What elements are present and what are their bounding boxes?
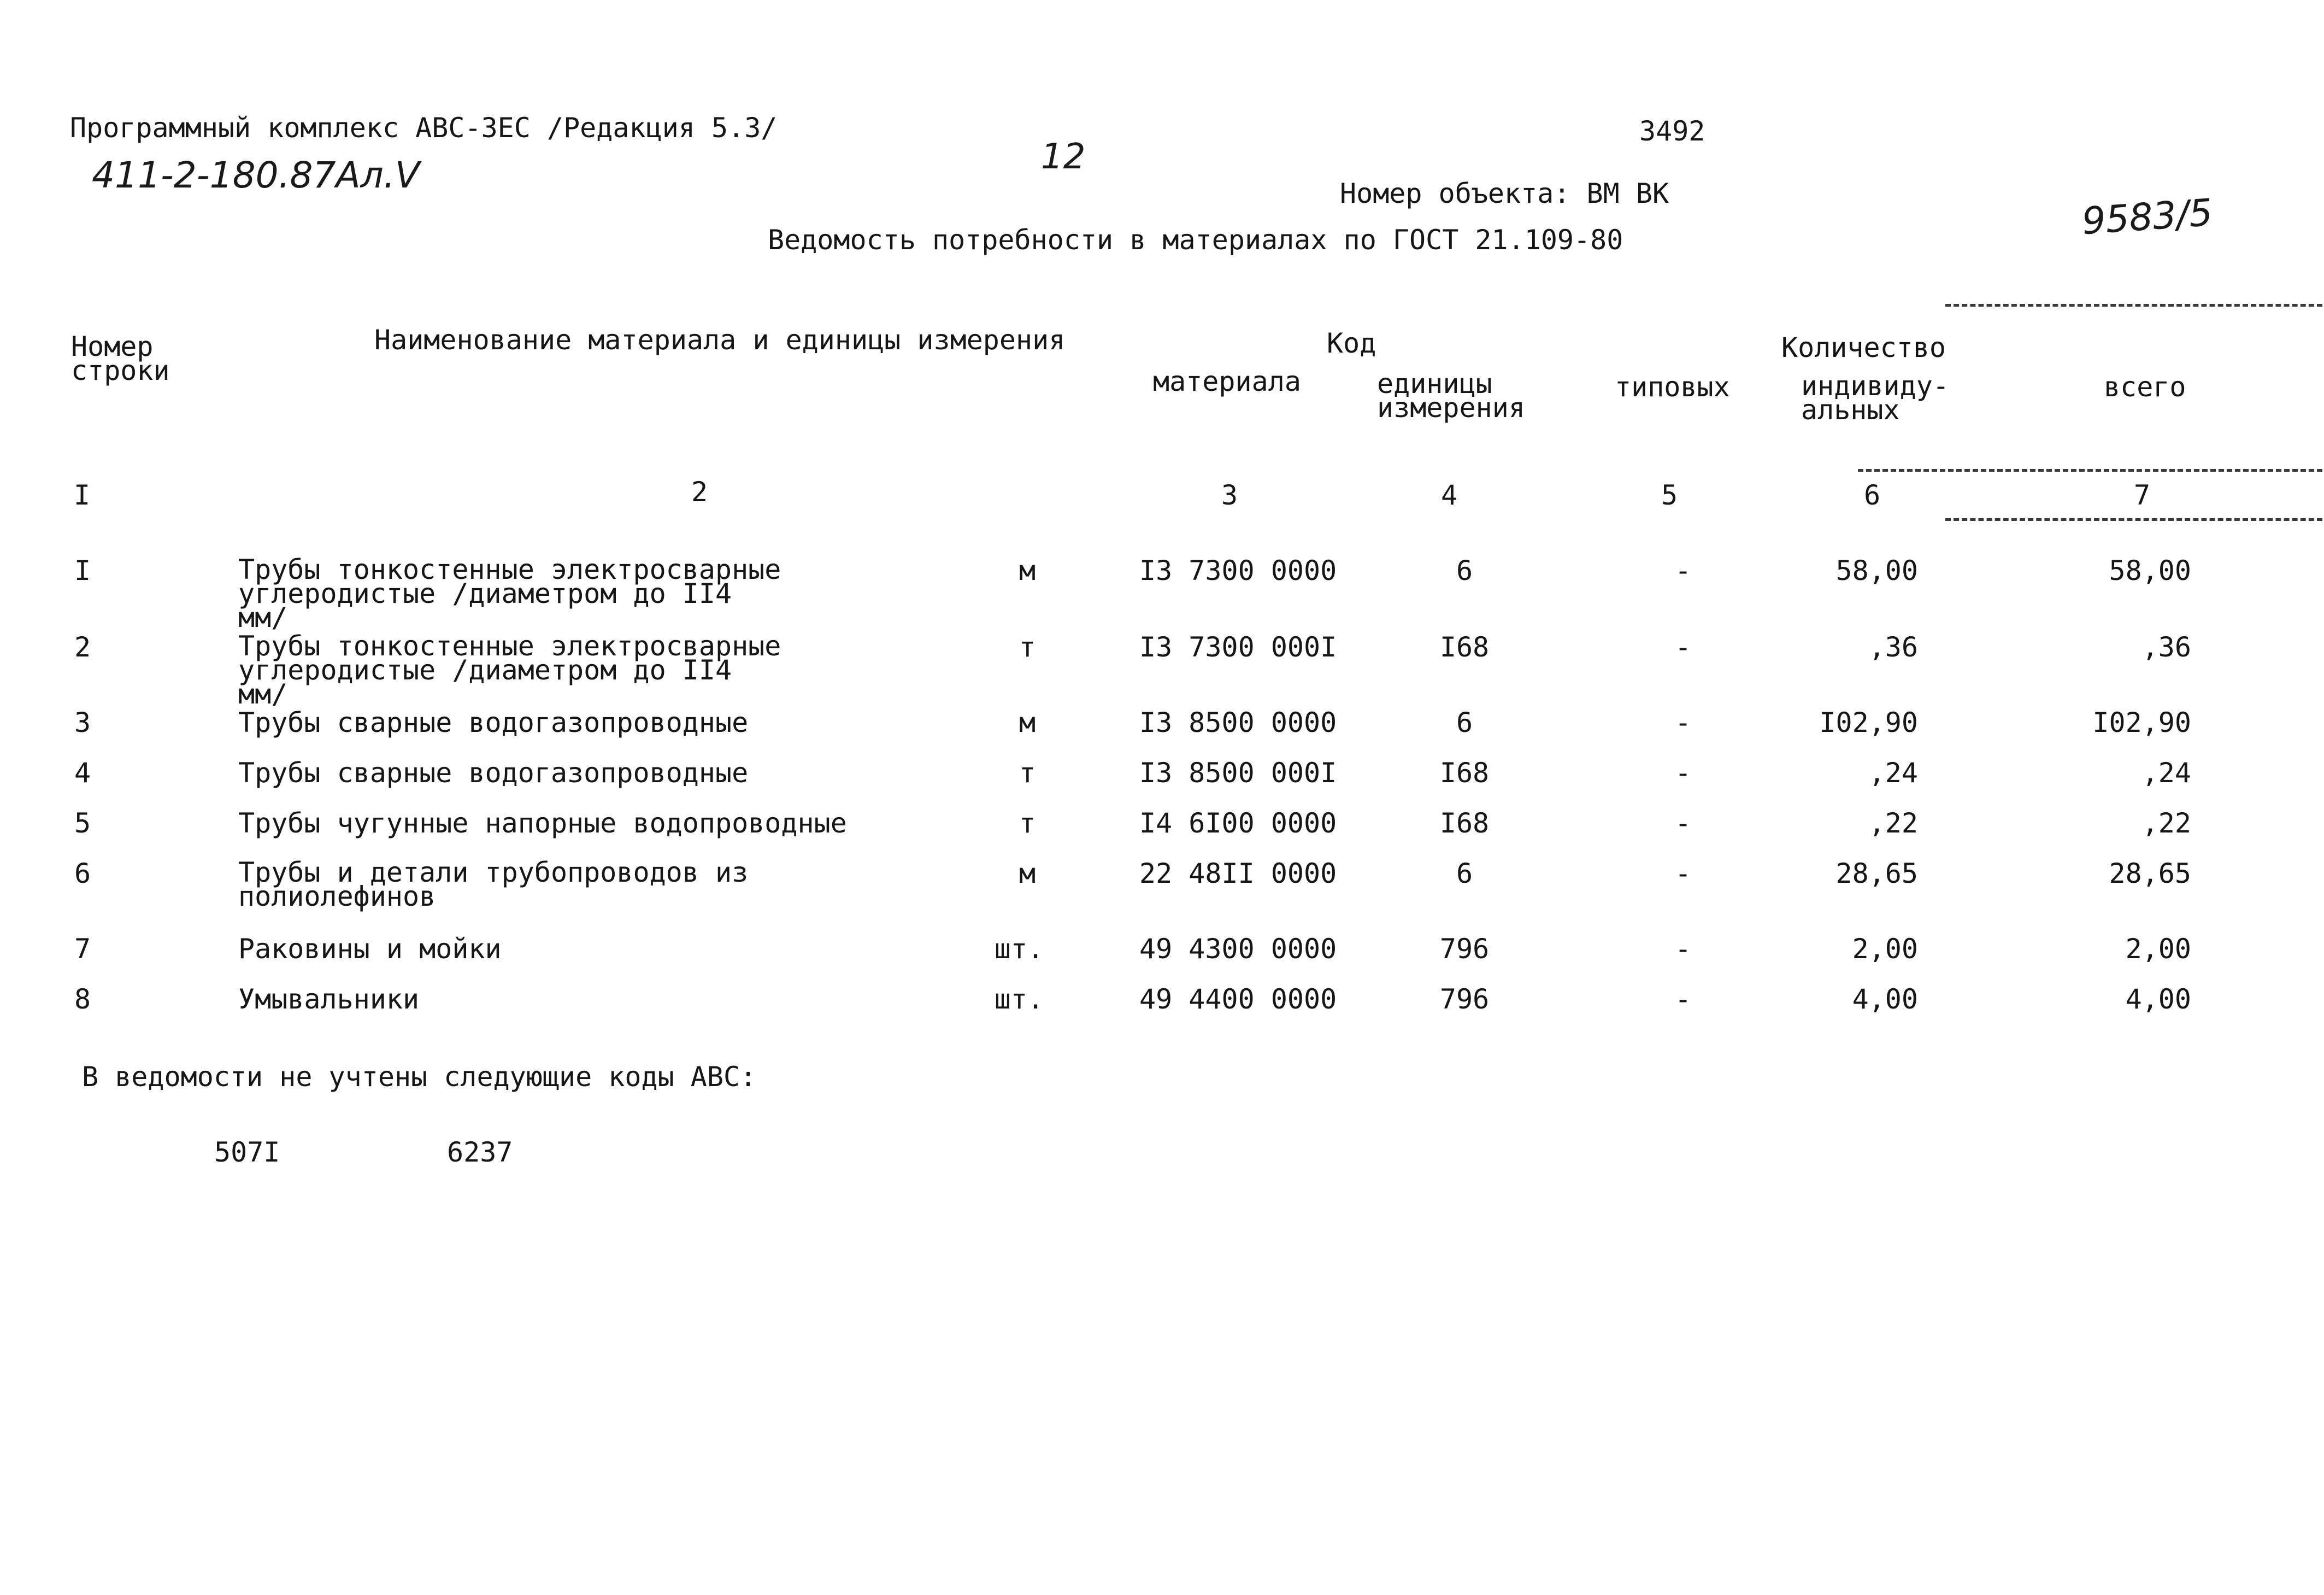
typical-qty: - — [1674, 858, 1692, 889]
total-qty: 4,00 — [2125, 983, 2191, 1015]
excluded-code: 6237 — [447, 1136, 513, 1168]
typical-qty: - — [1674, 757, 1692, 789]
individual-qty: ,36 — [1868, 631, 1918, 663]
document-title: Ведомость потребности в материалах по ГОСТ 21.109-80 — [768, 224, 1623, 256]
divider-rule — [1945, 518, 2322, 521]
material-code: 49 4400 0000 — [1139, 983, 1337, 1015]
handwritten-reference: 9583/5 — [2080, 191, 2214, 244]
excluded-codes-note: В ведомости не учтены следующие коды АВС: — [82, 1061, 757, 1093]
material-code: I3 7300 000I — [1139, 631, 1337, 663]
individual-qty: ,24 — [1868, 757, 1918, 789]
unit: шт. — [994, 933, 1044, 965]
unit: т — [1019, 807, 1036, 839]
material-name: Трубы тонкостенные электросварные углеродистые /диаметром до II4 мм/ — [238, 554, 781, 634]
document-number: 3492 — [1639, 115, 1705, 147]
header-individual: индивиду-альных — [1801, 370, 1949, 426]
individual-qty: I02,90 — [1819, 707, 1918, 738]
material-code: I3 8500 0000 — [1139, 707, 1337, 738]
header-row-number: Номер строки — [71, 331, 170, 386]
unit: м — [1019, 858, 1036, 889]
unit-code: 6 — [1456, 555, 1473, 587]
divider-rule — [1945, 304, 2322, 307]
header-quantity-group: Количество — [1781, 332, 1946, 363]
unit-code: I68 — [1439, 757, 1490, 789]
total-qty: ,24 — [2141, 757, 2191, 789]
total-qty: 58,00 — [2109, 555, 2191, 587]
typical-qty: - — [1674, 555, 1692, 587]
material-code: 22 48II 0000 — [1139, 858, 1337, 889]
page-number: 12 — [1041, 137, 1086, 177]
unit-code: 6 — [1456, 707, 1473, 738]
individual-qty: ,22 — [1868, 807, 1918, 839]
excluded-code: 507I — [214, 1136, 280, 1168]
row-number: 5 — [74, 807, 91, 839]
typical-qty: - — [1674, 807, 1692, 839]
header-code-material: материала — [1153, 366, 1301, 397]
header-code-unit: единицы измерения — [1377, 368, 1525, 424]
unit-code: I68 — [1439, 807, 1490, 839]
total-qty: I02,90 — [2092, 707, 2191, 738]
row-number: 7 — [74, 933, 91, 965]
column-number: I — [73, 479, 91, 511]
column-number: 2 — [691, 476, 708, 508]
individual-qty: 58,00 — [1835, 555, 1918, 587]
program-title: Программный комплекс АВС-3ЕС /Редакция 5.3/ — [70, 112, 778, 144]
material-code: I3 7300 0000 — [1139, 555, 1337, 587]
row-number: 4 — [74, 757, 91, 789]
unit: т — [1019, 757, 1036, 789]
row-number: 2 — [74, 631, 91, 663]
unit: т — [1019, 631, 1036, 663]
object-number: Номер объекта: ВМ ВК — [1340, 178, 1669, 209]
total-qty: ,22 — [2141, 807, 2191, 839]
typical-qty: - — [1674, 983, 1692, 1015]
column-number: 7 — [2133, 479, 2151, 511]
column-number: 4 — [1440, 479, 1458, 511]
typical-qty: - — [1674, 631, 1692, 663]
individual-qty: 28,65 — [1835, 858, 1918, 889]
total-qty: 2,00 — [2125, 933, 2191, 965]
material-name: Трубы чугунные напорные водопроводные — [238, 807, 847, 839]
material-name: Трубы и детали трубопроводов из полиолефинов — [238, 857, 749, 912]
unit-code: I68 — [1439, 631, 1490, 663]
unit-code: 6 — [1456, 858, 1473, 889]
column-number: 3 — [1221, 479, 1238, 511]
row-number: I — [74, 555, 91, 587]
header-typical: типовых — [1615, 371, 1730, 403]
individual-qty: 4,00 — [1852, 983, 1918, 1015]
row-number: 3 — [74, 707, 91, 738]
header-material-name: Наименование материала и единицы измерения — [374, 324, 1066, 356]
handwritten-project-code: 411-2-180.87Ал.V — [92, 154, 420, 196]
row-number: 8 — [74, 983, 91, 1015]
header-total: всего — [2104, 371, 2186, 403]
typical-qty: - — [1674, 933, 1692, 965]
material-name: Трубы сварные водогазопроводные — [238, 707, 749, 738]
unit-code: 796 — [1439, 933, 1490, 965]
material-name: Умывальники — [238, 983, 420, 1015]
row-number: 6 — [74, 858, 91, 889]
material-code: I4 6I00 0000 — [1139, 807, 1337, 839]
divider-rule — [1858, 469, 2322, 472]
material-name: Трубы сварные водогазопроводные — [238, 757, 749, 789]
individual-qty: 2,00 — [1852, 933, 1918, 965]
material-name: Раковины и мойки — [238, 933, 502, 965]
total-qty: ,36 — [2141, 631, 2191, 663]
material-code: I3 8500 000I — [1139, 757, 1337, 789]
material-name: Трубы тонкостенные электросварные углеродистые /диаметром до II4 мм/ — [238, 630, 781, 710]
unit: шт. — [994, 983, 1044, 1015]
header-code-group: Код — [1327, 327, 1376, 359]
unit: м — [1019, 707, 1036, 738]
typical-qty: - — [1674, 707, 1692, 738]
total-qty: 28,65 — [2109, 858, 2191, 889]
column-number: 5 — [1661, 479, 1678, 511]
column-number: 6 — [1863, 479, 1881, 511]
material-code: 49 4300 0000 — [1139, 933, 1337, 965]
unit-code: 796 — [1439, 983, 1490, 1015]
unit: м — [1019, 555, 1036, 587]
